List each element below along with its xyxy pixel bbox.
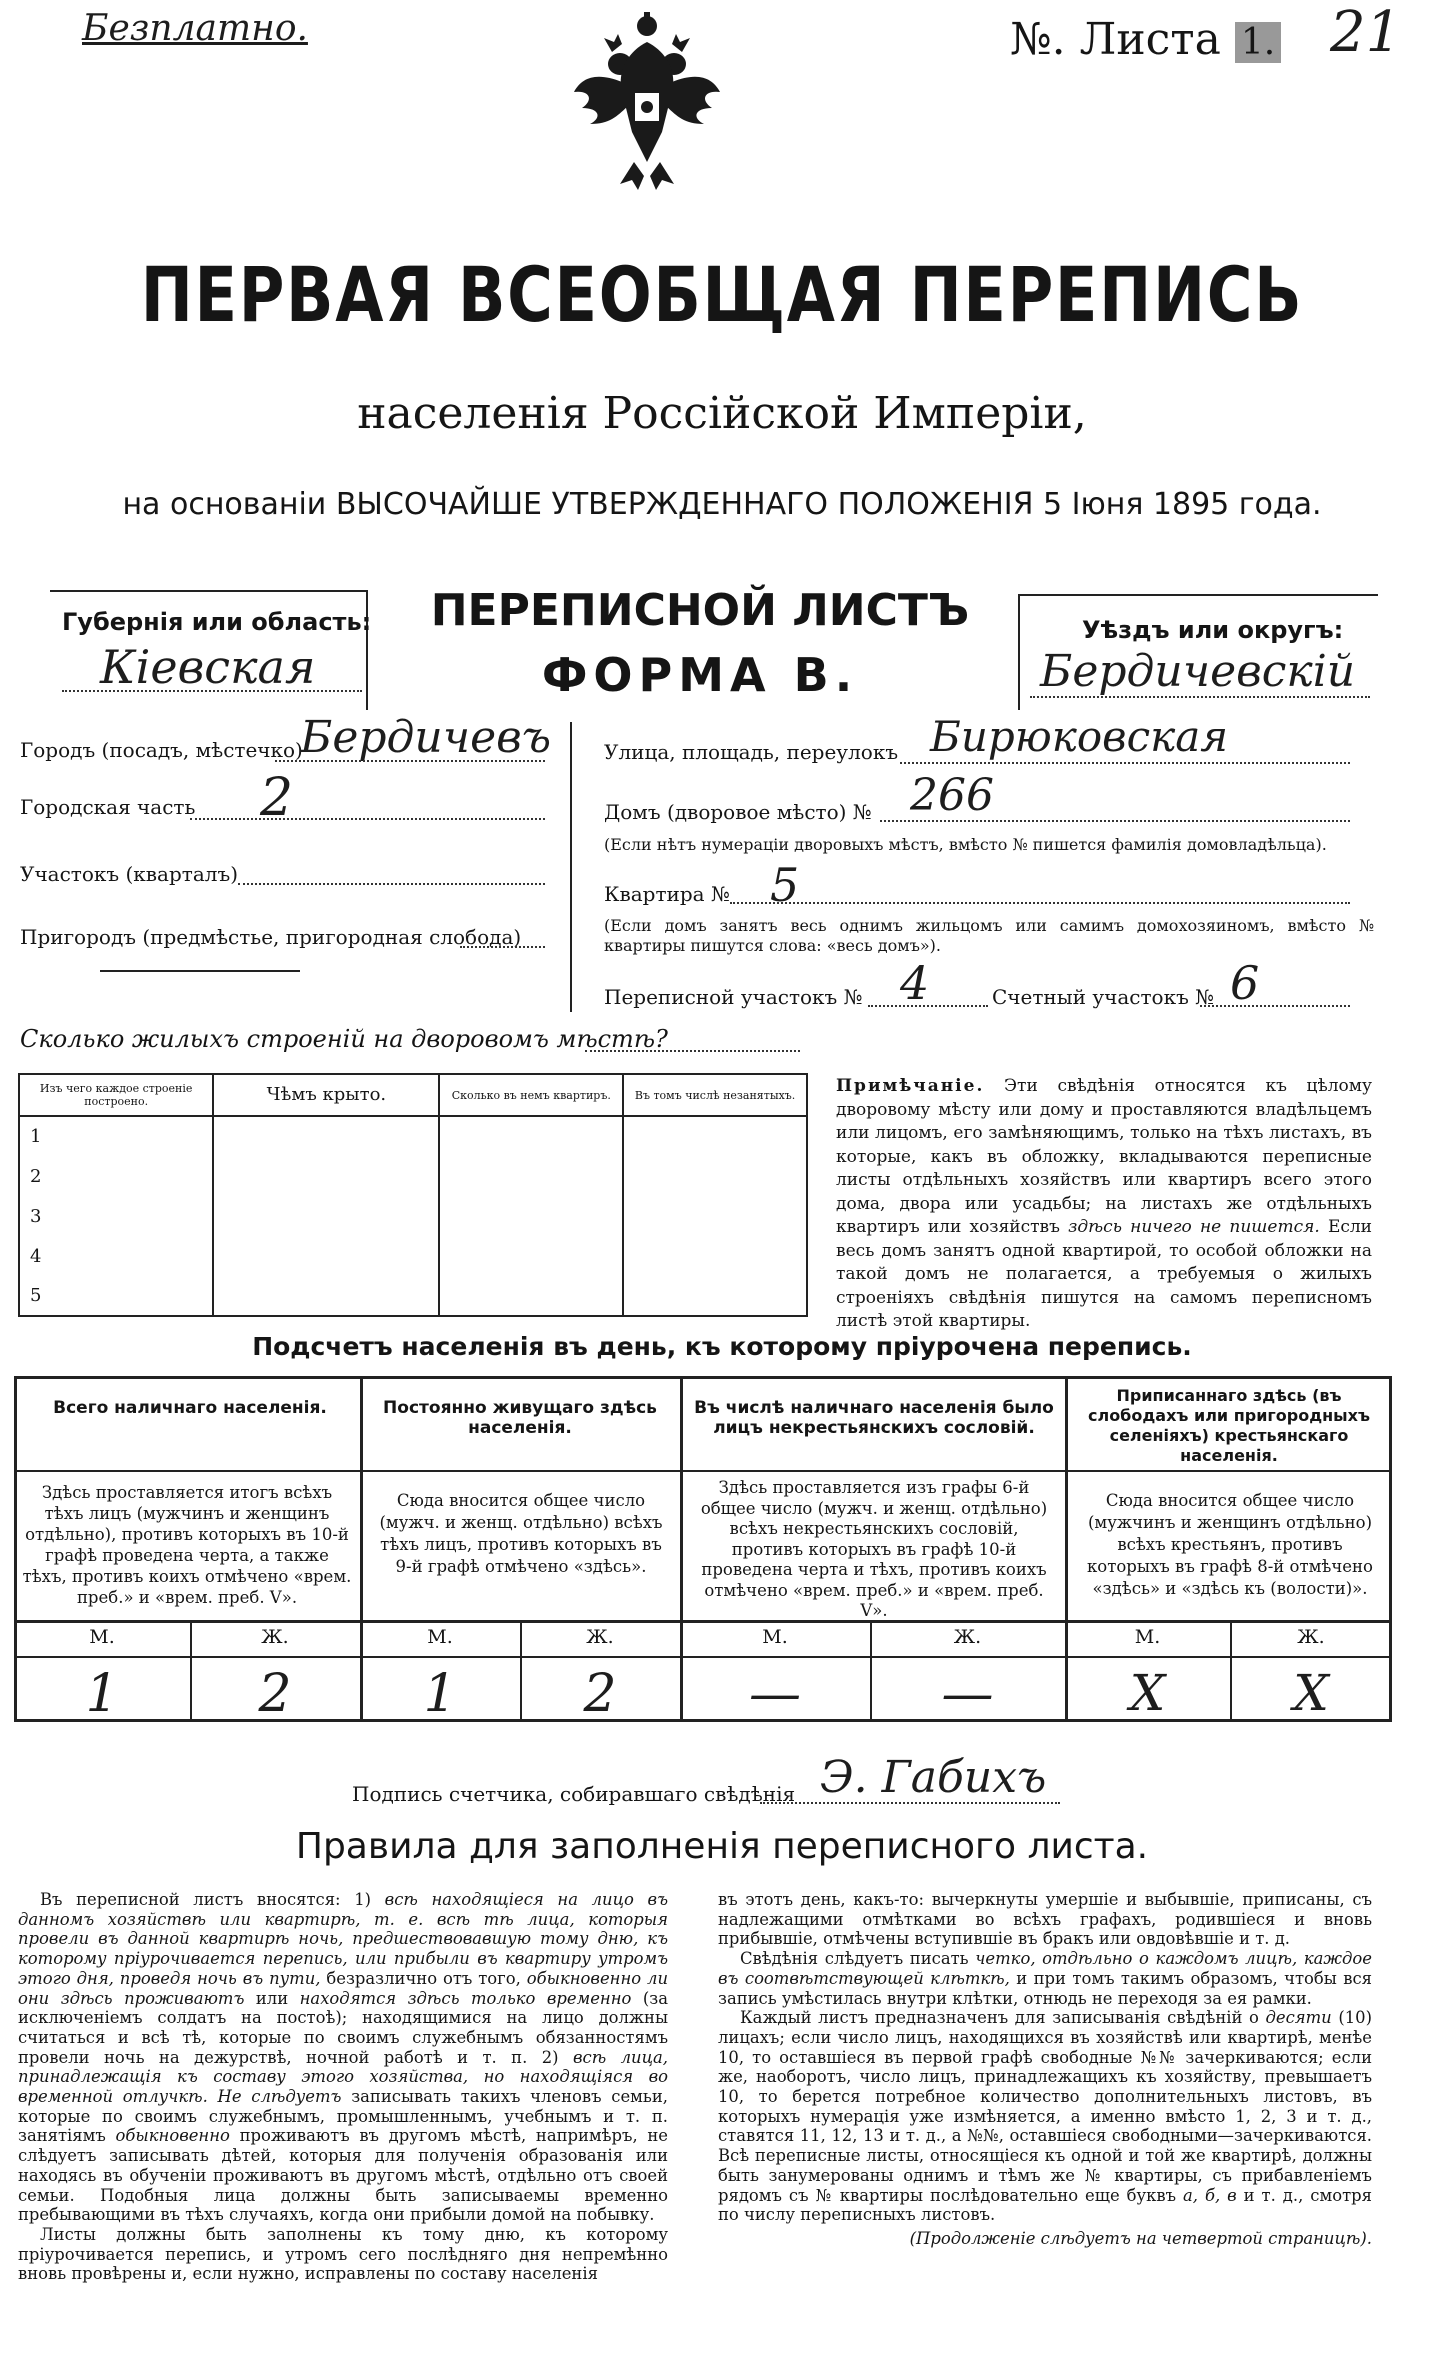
basis-line: на основаніи ВЫСОЧАЙШЕ УТВЕРЖДЕННАГО ПОЛОЖЕНІЯ 5 Іюня 1895 года. — [122, 487, 1322, 522]
buildings-note: Примѣчаніе. Эти свѣдѣнія относятся къ цѣлому дворовому мѣсту или дому и проставляются владѣльцемъ или лицомъ, его замѣняющимъ, только на тѣхъ листахъ, въ которые, какъ въ обложку, вкладываются переписные листы отдѣльныхъ хозяйствъ или квартиръ всего этого дома, двора или усадьбы; на листахъ же отдѣльныхъ квартиръ или хозяйствъ здѣсь ничего не пишется. Если весь домъ занятъ одной квартирой, то особой обложки на такой домъ не полагается, а требуемыя о жилыхъ строеніяхъ свѣдѣнія пишутся на самомъ переписномъ листѣ этой квартиры. — [836, 1076, 1372, 1331]
count-col4-f-value: Х — [1293, 1664, 1329, 1722]
count-col3-head: Въ числѣ наличнаго населенія было лицъ некрестьянскихъ сословій. — [694, 1398, 1054, 1438]
count-col1-f-label: Ж. — [261, 1626, 289, 1648]
count-col1-m-label: М. — [89, 1626, 115, 1648]
count-col1-head: Всего наличнаго населенія. — [53, 1398, 327, 1418]
buildings-table — [18, 1073, 808, 1317]
count-col3-f-value: — — [941, 1664, 994, 1724]
census-district-label: Переписной участокъ № — [604, 985, 863, 1009]
count-col3-m-label: М. — [762, 1626, 788, 1648]
sheet-number-value: 1. — [1235, 22, 1281, 63]
city-part-value: 2 — [260, 768, 294, 828]
count-col1-m-value: 1 — [85, 1664, 119, 1724]
suburb-label: Пригородъ (предмѣстье, пригородная слобода) — [20, 925, 522, 949]
count-col4-m-value: Х — [1129, 1664, 1166, 1722]
street-label: Улица, площадь, переулокъ — [604, 740, 899, 764]
form-title: ФОРМА В. — [541, 648, 859, 702]
counting-district-value: 6 — [1230, 956, 1260, 1010]
count-col4-head: Приписаннаго здѣсь (въ слободахъ или пригородныхъ селеніяхъ) крестьянскаго населенія. — [1087, 1386, 1370, 1465]
count-title: Подсчетъ населенія въ день, къ которому пріурочена перепись. — [252, 1332, 1192, 1361]
count-col1-f-value: 2 — [258, 1664, 292, 1724]
count-col2-f-value: 2 — [583, 1664, 617, 1724]
buildings-header-vacant: Въ томъ числѣ незанятыхъ. — [623, 1074, 807, 1116]
count-col4-m-label: М. — [1134, 1626, 1161, 1648]
main-title: ПЕРВАЯ ВСЕОБЩАЯ ПЕРЕПИСЬ — [140, 250, 1304, 339]
sub-title: населенія Россійской Имперіи, — [357, 388, 1087, 439]
free-label: Безплатно. — [82, 8, 308, 49]
count-col2-m-value: 1 — [423, 1664, 457, 1724]
buildings-header-roof: Чѣмъ крыто. — [213, 1074, 439, 1116]
note-title: Примѣчаніе. — [836, 1076, 985, 1096]
rules-title: Правила для заполненія переписного листа. — [295, 1826, 1149, 1867]
table-row: 2 — [19, 1156, 807, 1196]
rules-continued: (Продолженіе слѣдуетъ на четвертой страницѣ). — [909, 2228, 1372, 2248]
counting-district-label: Счетный участокъ № — [992, 985, 1215, 1009]
uezd-label: Уѣздъ или округъ: — [1082, 616, 1344, 644]
apartment-value: 5 — [770, 858, 800, 912]
sheet-number-hand: 21 — [1330, 0, 1402, 65]
city-label: Городъ (посадъ, мѣстечко) — [20, 738, 303, 762]
house-value: 266 — [910, 770, 994, 821]
sheet-number-label: №. Листа 1. — [1010, 14, 1281, 65]
table-row: 1 — [19, 1116, 807, 1156]
count-col2-m-label: М. — [427, 1626, 453, 1648]
table-row: 3 — [19, 1196, 807, 1236]
buildings-header-material: Изъ чего каждое строеніе построено. — [19, 1074, 213, 1116]
table-row: 4 — [19, 1236, 807, 1276]
apartment-note: (Если домъ занятъ весь однимъ жильцомъ или самимъ домохозяиномъ, вмѣсто № квартиры пишутся слова: «весь домъ»). — [604, 916, 1374, 955]
gubernia-value: Кіевская — [100, 640, 316, 694]
gubernia-label: Губернія или область: — [62, 608, 372, 636]
uezd-value: Бердичевскій — [1040, 646, 1356, 697]
table-row: 5 — [19, 1276, 807, 1316]
buildings-header-apartments: Сколько въ немъ квартиръ. — [439, 1074, 623, 1116]
count-col4-text: Сюда вносится общее число (мужчинъ и женщинъ отдѣльно) всѣхъ крестьянъ, противъ которыхъ въ графѣ 8-й отмѣчено «здѣсь» и «здѣсь къ (волости)». — [1086, 1491, 1373, 1598]
house-note: (Если нѣтъ нумераціи дворовыхъ мѣстъ, вмѣсто № пишется фамилія домовладѣльца). — [604, 835, 1327, 854]
rules-left-column: Въ переписной листъ вносятся: 1) всѣ находящіеся на лицо въ данномъ хозяйствѣ или квартирѣ, т. е. всѣ тѣ лица, которыя провели въ данной квартирѣ ночь, предшествовавшую тому дню, къ которому пріурочивается перепись, или прибыли въ квартиру утромъ этого дня, проведя ночь въ пути, безразлично отъ того, обыкновенно ли они здѣсь проживаютъ или находятся здѣсь только временно (за исключеніемъ солдатъ на постоѣ); находящимися на лицо должны считаться и всѣ тѣ, которые по своимъ служебнымъ обязанностямъ провели ночь на дежурствѣ, ночной работѣ и т. п. 2) всѣ лица, принадлежащія къ составу этого хозяйства, но находящіяся во временной отлучкѣ. Не слѣдуетъ записывать такихъ членовъ семьи, которые по своимъ служебнымъ, промышленнымъ, учебнымъ и т. п. занятіямъ обыкновенно проживаютъ въ другомъ мѣстѣ, напримѣръ, не слѣдуетъ записывать дѣтей, которыя для полученія образованія или находясь въ обученіи проживаютъ въ другомъ мѣстѣ, отдѣльно отъ своей семьи. Подобныя лица должны быть записываемы временно пребывающими въ тѣхъ случаяхъ, когда они прибыли домой на побывку. Листы должны быть заполнены къ тому дню, къ которому пріурочивается перепись, и утромъ сего послѣдняго дня непремѣнно вновь провѣрены и, если нужно, исправлены по составу населенія — [18, 1890, 669, 2284]
count-col3-text: Здѣсь проставляется изъ графы 6-й общее число (мужч. и женщ. отдѣльно) всѣхъ некрестьянскихъ сословій, противъ которыхъ въ графѣ 10-й проведена черта и тѣхъ, противъ коихъ отмѣчено «врем. преб.» и «врем. преб. V». — [700, 1478, 1048, 1620]
census-district-value: 4 — [900, 956, 930, 1010]
count-col3-f-label: Ж. — [953, 1626, 982, 1648]
buildings-question: Сколько жилыхъ строеній на дворовомъ мѣстѣ? — [20, 1025, 668, 1053]
double-headed-eagle-icon — [572, 12, 722, 192]
count-col2-f-label: Ж. — [586, 1626, 614, 1648]
apartment-label: Квартира № — [604, 882, 730, 906]
street-value: Бирюковская — [930, 712, 1229, 761]
count-col4-f-label: Ж. — [1297, 1626, 1325, 1648]
signature-label: Подпись счетчика, собиравшаго свѣдѣнія — [352, 1782, 796, 1806]
city-part-label: Городская часть — [20, 795, 196, 819]
house-label: Домъ (дворовое мѣсто) № — [604, 800, 872, 824]
count-col3-m-value: — — [749, 1664, 801, 1724]
count-col1-text: Здѣсь проставляется итогъ всѣхъ тѣхъ лицъ (мужчинъ и женщинъ отдѣльно), противъ которыхъ въ 10-й графѣ проведена черта, а также тѣхъ, противъ коихъ отмѣчено «врем. преб.» и «врем. преб. V». — [22, 1483, 352, 1607]
count-col2-text: Сюда вносится общее число (мужч. и женщ. отдѣльно) всѣхъ тѣхъ лицъ, противъ которыхъ въ 9-й графѣ отмѣчено «здѣсь». — [379, 1491, 663, 1576]
count-col2-head: Постоянно живущаго здѣсь населенія. — [383, 1398, 657, 1438]
city-value: Бердичевъ — [300, 712, 552, 763]
sheet-title: ПЕРЕПИСНОЙ ЛИСТЪ — [430, 585, 970, 636]
rules-right-column: въ этотъ день, какъ-то: вычеркнуты умершіе и выбывшіе, приписаны, съ надлежащими отмѣтками во всѣхъ графахъ, родившіеся и вновь прибывшіе, отмѣчены вступившіе въ бракъ или овдовѣвшіе и т. д. Свѣдѣнія слѣдуетъ писать четко, отдѣльно о каждомъ лицѣ, каждое въ соотвѣтствующей клѣткѣ, и при томъ такимъ образомъ, чтобы вся запись умѣстилась внутри клѣтки, отнюдь не переходя за ея рамки. Каждый листъ предназначенъ для записыванія свѣдѣній о десяти (10) лицахъ; если число лицъ, находящихся въ хозяйствѣ или квартирѣ, менѣе 10, то оставшіеся въ первой графѣ свободные №№ зачеркиваются; если же, наоборотъ, число лицъ, принадлежащихъ къ хозяйству, превышаетъ 10, то берется потребное количество дополнительныхъ листовъ, въ которыхъ нумерація уже измѣняется, а именно вмѣсто 1, 2, 3 и т. д., ставятся 11, 12, 13 и т. д., а №№, оставшіеся свободными—зачеркиваются. Всѣ переписные листы, относящіеся къ одной и той же квартирѣ, должны быть занумерованы однимъ и тѣмъ же № квартиры, съ прибавленіемъ рядомъ съ № квартиры послѣдовательно еще буквъ а, б, в и т. д., смотря по числу переписныхъ листовъ. (Продолженіе слѣдуетъ на четвертой страницѣ). — [718, 1890, 1372, 2248]
district-label: Участокъ (кварталъ) — [20, 862, 238, 886]
signature-value: Э. Габихъ — [820, 1752, 1047, 1803]
